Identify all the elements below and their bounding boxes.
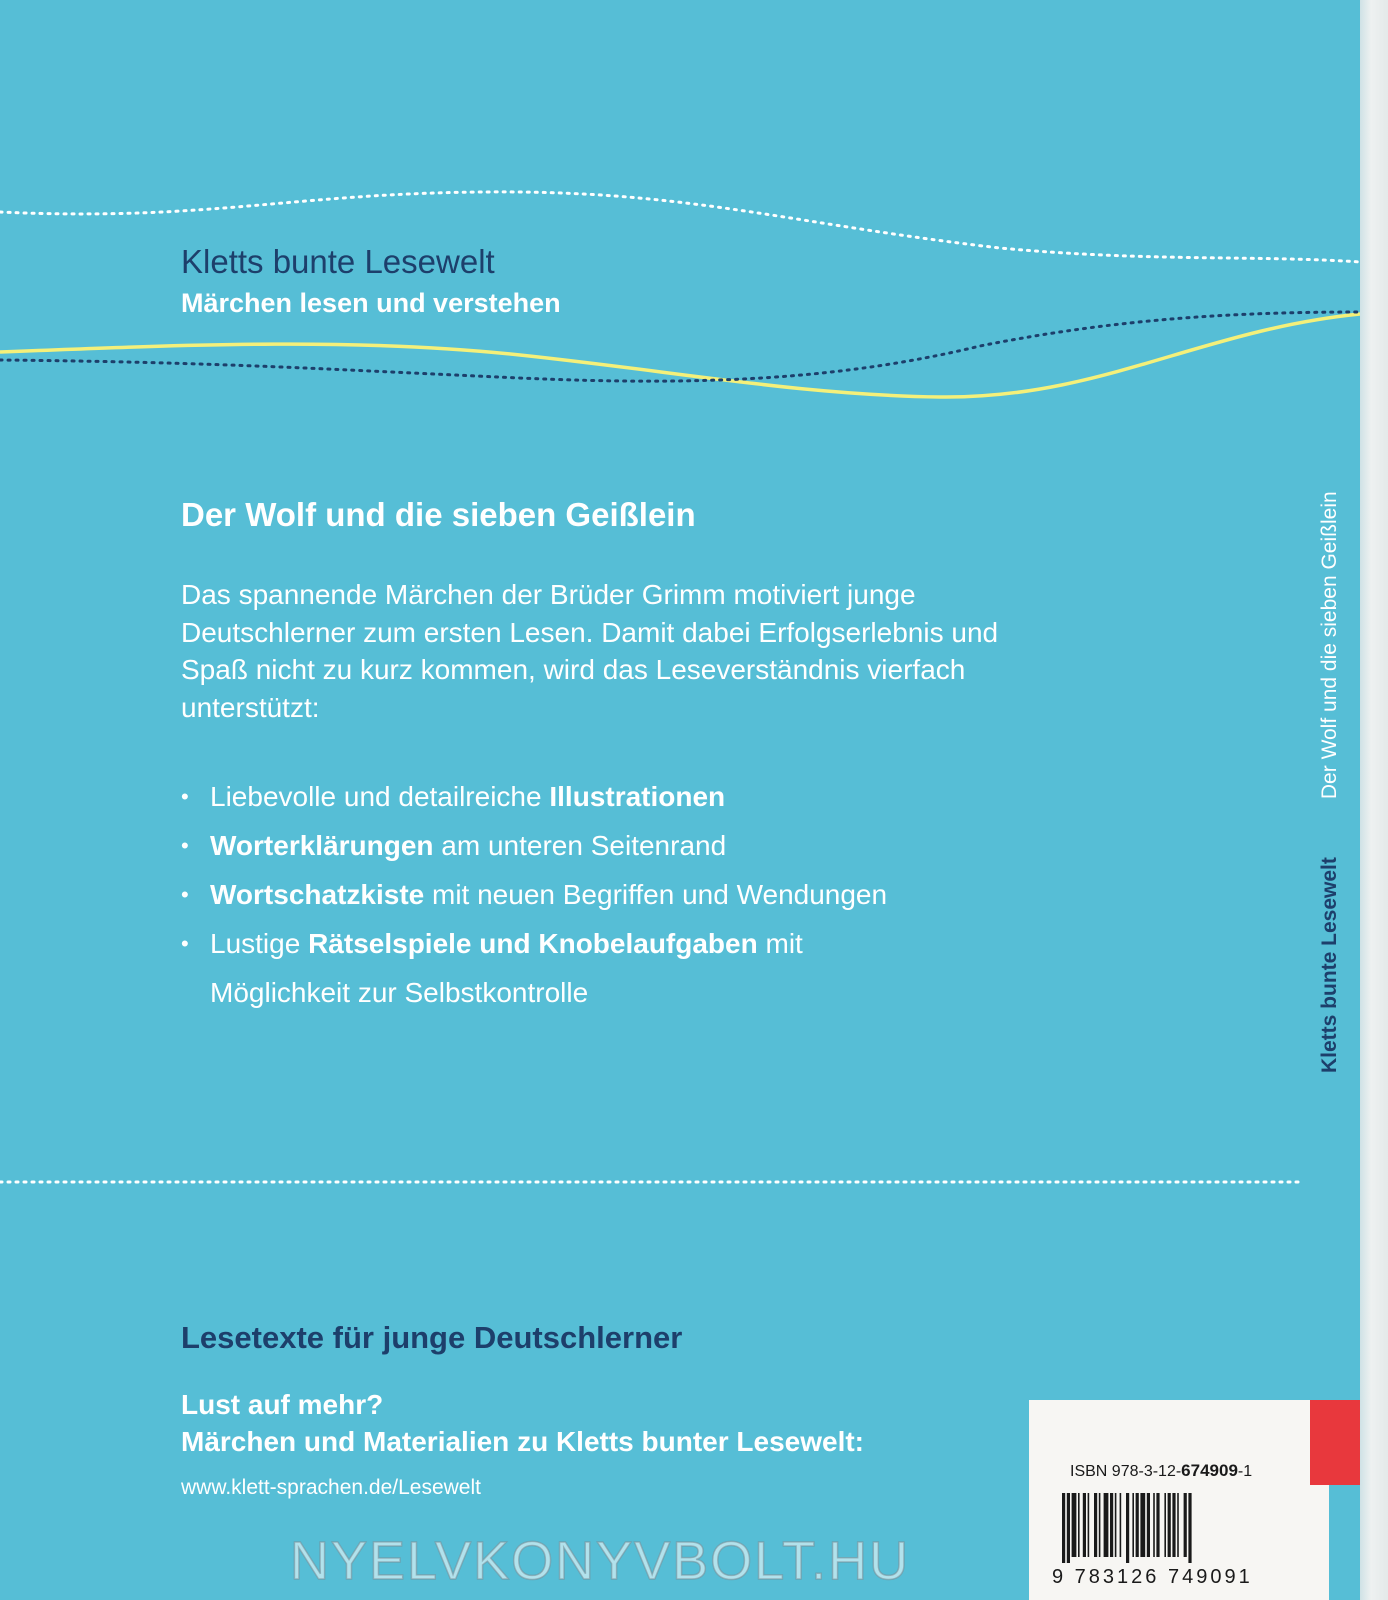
barcode-bar xyxy=(1094,1493,1097,1557)
barcode-bar xyxy=(1136,1493,1139,1557)
barcode-bar xyxy=(1140,1493,1145,1557)
bullet-icon: • xyxy=(181,882,189,907)
barcode-bar xyxy=(1156,1493,1159,1557)
barcode-bar xyxy=(1067,1493,1070,1563)
barcode-bar xyxy=(1126,1493,1129,1563)
feature-item: • Worterklärungen am unteren Seitenrand xyxy=(181,821,1081,870)
barcode-bar xyxy=(1088,1493,1090,1557)
bottom-heading: Lesetexte für junge Deutschlerner xyxy=(181,1320,683,1355)
barcode-bar xyxy=(1177,1493,1179,1557)
spine-title: Der Wolf und die sieben Geißlein xyxy=(1318,491,1341,800)
promo-line: Märchen und Materialien zu Kletts bunter Lesewelt: xyxy=(181,1426,865,1457)
feature-list xyxy=(181,772,1081,1017)
intro-line: unterstützt: xyxy=(181,691,320,723)
barcode-bar xyxy=(1072,1493,1077,1557)
barcode-bar xyxy=(1083,1493,1086,1557)
intro-line: Das spannende Märchen der Brüder Grimm motiviert junge xyxy=(181,579,916,610)
series-subtitle: Märchen lesen und verstehen xyxy=(181,288,561,318)
spine-series: Kletts bunte Lesewelt xyxy=(1318,857,1341,1073)
barcode-bar xyxy=(1078,1493,1080,1557)
barcode-bar xyxy=(1168,1493,1171,1557)
yellow-wave xyxy=(0,314,1360,397)
barcode-digits: 9 783126 749091 xyxy=(1052,1566,1253,1588)
publisher-red-tab xyxy=(1310,1400,1360,1485)
promo-url[interactable]: www.klett-sprachen.de/Lesewelt xyxy=(181,1476,481,1499)
page-edge xyxy=(1360,0,1388,1600)
book-title: Der Wolf und die sieben Geißlein xyxy=(181,496,696,533)
barcode-bar xyxy=(1120,1493,1122,1557)
feature-highlight: Worterklärungen xyxy=(210,830,434,861)
feature-highlight: Rätselspiele und Knobelaufgaben xyxy=(308,928,758,959)
barcode-bar xyxy=(1110,1493,1113,1557)
barcode-bar xyxy=(1164,1493,1166,1557)
barcode-bar xyxy=(1132,1493,1134,1557)
barcode-bar xyxy=(1104,1493,1109,1557)
feature-highlight: Illustrationen xyxy=(549,781,726,812)
feature-item: • Wortschatzkiste mit neuen Begriffen und Wendungen xyxy=(181,870,1081,919)
intro-line: Spaß nicht zu kurz kommen, wird das Leseverständnis vierfach xyxy=(181,654,966,685)
barcode-bar xyxy=(1153,1493,1155,1557)
watermark: NYELVKONYVBOLT.HU xyxy=(290,1531,911,1591)
barcode-bar xyxy=(1099,1493,1101,1557)
barcode-bar xyxy=(1062,1493,1065,1563)
barcode-icon xyxy=(1062,1493,1262,1563)
intro-line: Deutschlerner zum ersten Lesen. Damit dabei Erfolgserlebnis und xyxy=(181,616,999,648)
intro-paragraph xyxy=(181,576,1121,726)
spine-text xyxy=(1318,491,1342,1073)
barcode-bar xyxy=(1172,1493,1175,1557)
feature-item: • Lustige Rätselspiele und Knobelaufgaben mit Möglichkeit zur Selbstkontrolle xyxy=(181,919,1081,1017)
barcode-bar xyxy=(1115,1493,1117,1557)
feature-highlight: Wortschatzkiste xyxy=(210,879,425,910)
barcode-bar xyxy=(1184,1493,1187,1557)
series-title: Kletts bunte Lesewelt xyxy=(181,243,495,280)
bullet-icon: • xyxy=(181,931,189,956)
bullet-icon: • xyxy=(181,784,189,809)
barcode-bar xyxy=(1147,1493,1150,1557)
feature-item: • Liebevolle und detailreiche Illustrationen xyxy=(181,772,1081,821)
promo-question: Lust auf mehr? xyxy=(181,1389,384,1420)
feature-continuation: Möglichkeit zur Selbstkontrolle xyxy=(210,977,589,1008)
bullet-icon: • xyxy=(181,833,189,858)
barcode-bar xyxy=(1188,1493,1191,1563)
isbn-number: ISBN 978-3-12-674909-1 xyxy=(1070,1461,1253,1480)
